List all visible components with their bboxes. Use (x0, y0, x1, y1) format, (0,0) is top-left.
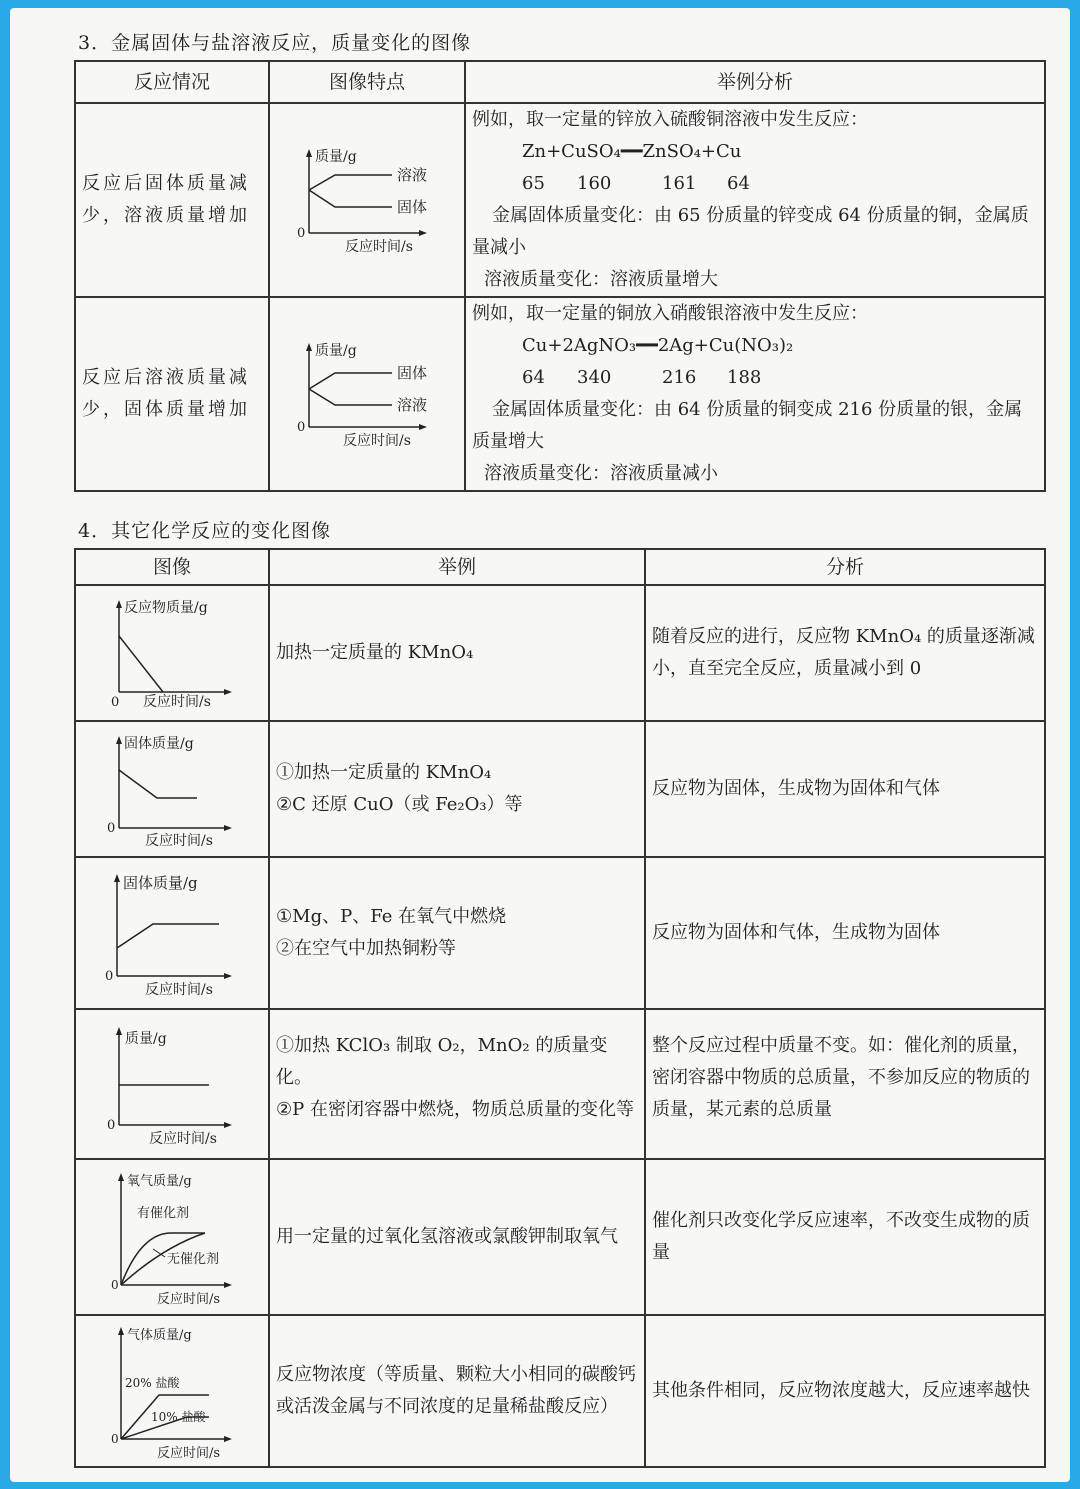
mass-time-graph (287, 339, 447, 449)
graph-x-label: 反应时间/s (157, 1292, 221, 1307)
solid-mass-graph (97, 868, 247, 998)
section-4-table (74, 548, 1046, 1468)
oxygen-mass-graph (97, 1167, 247, 1307)
graph-x-label: 反应时间/s (145, 982, 213, 998)
concentration-20-label: 20% 盐酸 (125, 1376, 180, 1390)
mass-value: 216 (662, 367, 697, 388)
example-line: ②P 在密闭容器中燃烧，物质总质量的变化等 (276, 1099, 634, 1120)
graph-y-label: 反应物质量/g (124, 600, 208, 616)
graph-y-label: 固体质量/g (123, 874, 198, 892)
situation-text: 反应后固体质量减少，溶液质量增加 (82, 173, 250, 226)
solution-mass-change: 溶液质量变化：溶液质量增大 (484, 269, 718, 290)
solid-mass-change: 金属固体质量变化：由 64 份质量的铜变成 216 份质量的银，金属质量增大 (472, 399, 1023, 452)
section-4-title: 4．其它化学反应的变化图像 (78, 520, 332, 542)
mass-value: 160 (577, 173, 612, 194)
graph-upper-label: 固体 (397, 364, 428, 382)
graph-x-label: 反应时间/s (345, 239, 413, 255)
graph-x-label: 反应时间/s (343, 433, 411, 449)
graph-origin: 0 (111, 1278, 119, 1292)
mass-value: 161 (662, 173, 697, 194)
document-page (10, 8, 1070, 1482)
graph-upper-label: 溶液 (397, 166, 428, 184)
reactant-mass-graph (97, 594, 247, 712)
solid-mass-graph (97, 730, 247, 848)
graph-lower-label: 固体 (397, 198, 428, 216)
graph-x-label: 反应时间/s (145, 833, 213, 848)
analysis-text: 催化剂只改变化学反应速率，不改变生成物的质量 (652, 1210, 1030, 1263)
header-example-analysis: 举例分析 (465, 61, 1045, 103)
graph-origin: 0 (297, 226, 306, 241)
graph-origin: 0 (111, 695, 120, 710)
mass-time-graph (287, 145, 447, 255)
mass-value: 64 (727, 173, 750, 194)
header-situation: 反应情况 (75, 61, 269, 103)
graph-x-label: 反应时间/s (149, 1131, 217, 1147)
relative-masses (466, 362, 1044, 394)
graph-lower-label: 溶液 (397, 396, 428, 414)
gas-mass-graph (97, 1321, 247, 1461)
catalyst-label: 有催化剂 (137, 1206, 190, 1221)
constant-mass-graph (97, 1021, 247, 1147)
example-line: ①加热一定质量的 KMnO₄ (276, 762, 492, 783)
chemical-equation: Zn+CuSO₄━━ZnSO₄+Cu (522, 141, 742, 162)
no-catalyst-label: 无催化剂 (167, 1252, 220, 1267)
chemical-equation: Cu+2AgNO₃━━2Ag+Cu(NO₃)₂ (522, 335, 794, 356)
solid-mass-change: 金属固体质量变化：由 65 份质量的锌变成 64 份质量的铜，金属质量减小 (472, 205, 1029, 258)
mass-value: 65 (522, 173, 545, 194)
example-line: 用一定量的过氧化氢溶液或氯酸钾制取氧气 (276, 1226, 618, 1247)
header-analysis: 分析 (645, 549, 1045, 585)
example-line: ①加热 KClO₃ 制取 O₂，MnO₂ 的质量变化。 (276, 1035, 608, 1088)
section-3-title: 3．金属固体与盐溶液反应，质量变化的图像 (78, 32, 472, 54)
graph-y-label: 氧气质量/g (127, 1174, 192, 1189)
analysis-text: 整个反应过程中质量不变。如：催化剂的质量，密闭容器中物质的总质量，不参加反应的物质的质量，某元素的总质量 (652, 1035, 1030, 1120)
graph-x-label: 反应时间/s (143, 694, 211, 710)
graph-x-label: 反应时间/s (157, 1446, 221, 1461)
graph-y-label: 质量/g (125, 1031, 167, 1047)
example-line: ②在空气中加热铜粉等 (276, 938, 456, 959)
example-line: 反应物浓度（等质量、颗粒大小相同的碳酸钙或活泼金属与不同浓度的足量稀盐酸反应） (276, 1364, 636, 1417)
solution-mass-change: 溶液质量变化：溶液质量减小 (484, 463, 718, 484)
analysis-text: 反应物为固体和气体，生成物为固体 (652, 922, 940, 943)
example-line: ①Mg、P、Fe 在氧气中燃烧 (276, 906, 507, 927)
example-line: 加热一定质量的 KMnO₄ (276, 642, 474, 663)
concentration-10-label: 10% 盐酸 (151, 1410, 206, 1424)
relative-masses (466, 168, 1044, 200)
graph-origin: 0 (107, 1118, 116, 1133)
graph-origin: 0 (297, 420, 306, 435)
graph-y-label: 质量/g (315, 149, 357, 165)
graph-origin: 0 (111, 1432, 119, 1446)
mass-value: 340 (577, 367, 612, 388)
graph-y-label: 质量/g (315, 343, 357, 359)
mass-value: 64 (522, 367, 545, 388)
mass-value: 188 (727, 367, 762, 388)
section-3-table (74, 60, 1046, 492)
analysis-text: 反应物为固体，生成物为固体和气体 (652, 778, 940, 799)
graph-y-label: 固体质量/g (124, 736, 194, 752)
graph-origin: 0 (105, 969, 114, 984)
analysis-text: 其他条件相同，反应物浓度越大，反应速率越快 (652, 1380, 1030, 1401)
analysis-text: 随着反应的进行，反应物 KMnO₄ 的质量逐渐减小，直至完全反应，质量减小到 0 (652, 626, 1035, 679)
graph-y-label: 气体质量/g (127, 1328, 192, 1343)
situation-text: 反应后溶液质量减少，固体质量增加 (82, 367, 250, 420)
header-example: 举例 (269, 549, 645, 585)
graph-origin: 0 (107, 821, 116, 836)
header-graph-feature: 图像特点 (269, 61, 465, 103)
example-intro: 例如，取一定量的铜放入硝酸银溶液中发生反应： (472, 303, 868, 324)
example-intro: 例如，取一定量的锌放入硫酸铜溶液中发生反应： (472, 109, 868, 130)
header-graph: 图像 (75, 549, 269, 585)
example-line: ②C 还原 CuO（或 Fe₂O₃）等 (276, 794, 523, 815)
